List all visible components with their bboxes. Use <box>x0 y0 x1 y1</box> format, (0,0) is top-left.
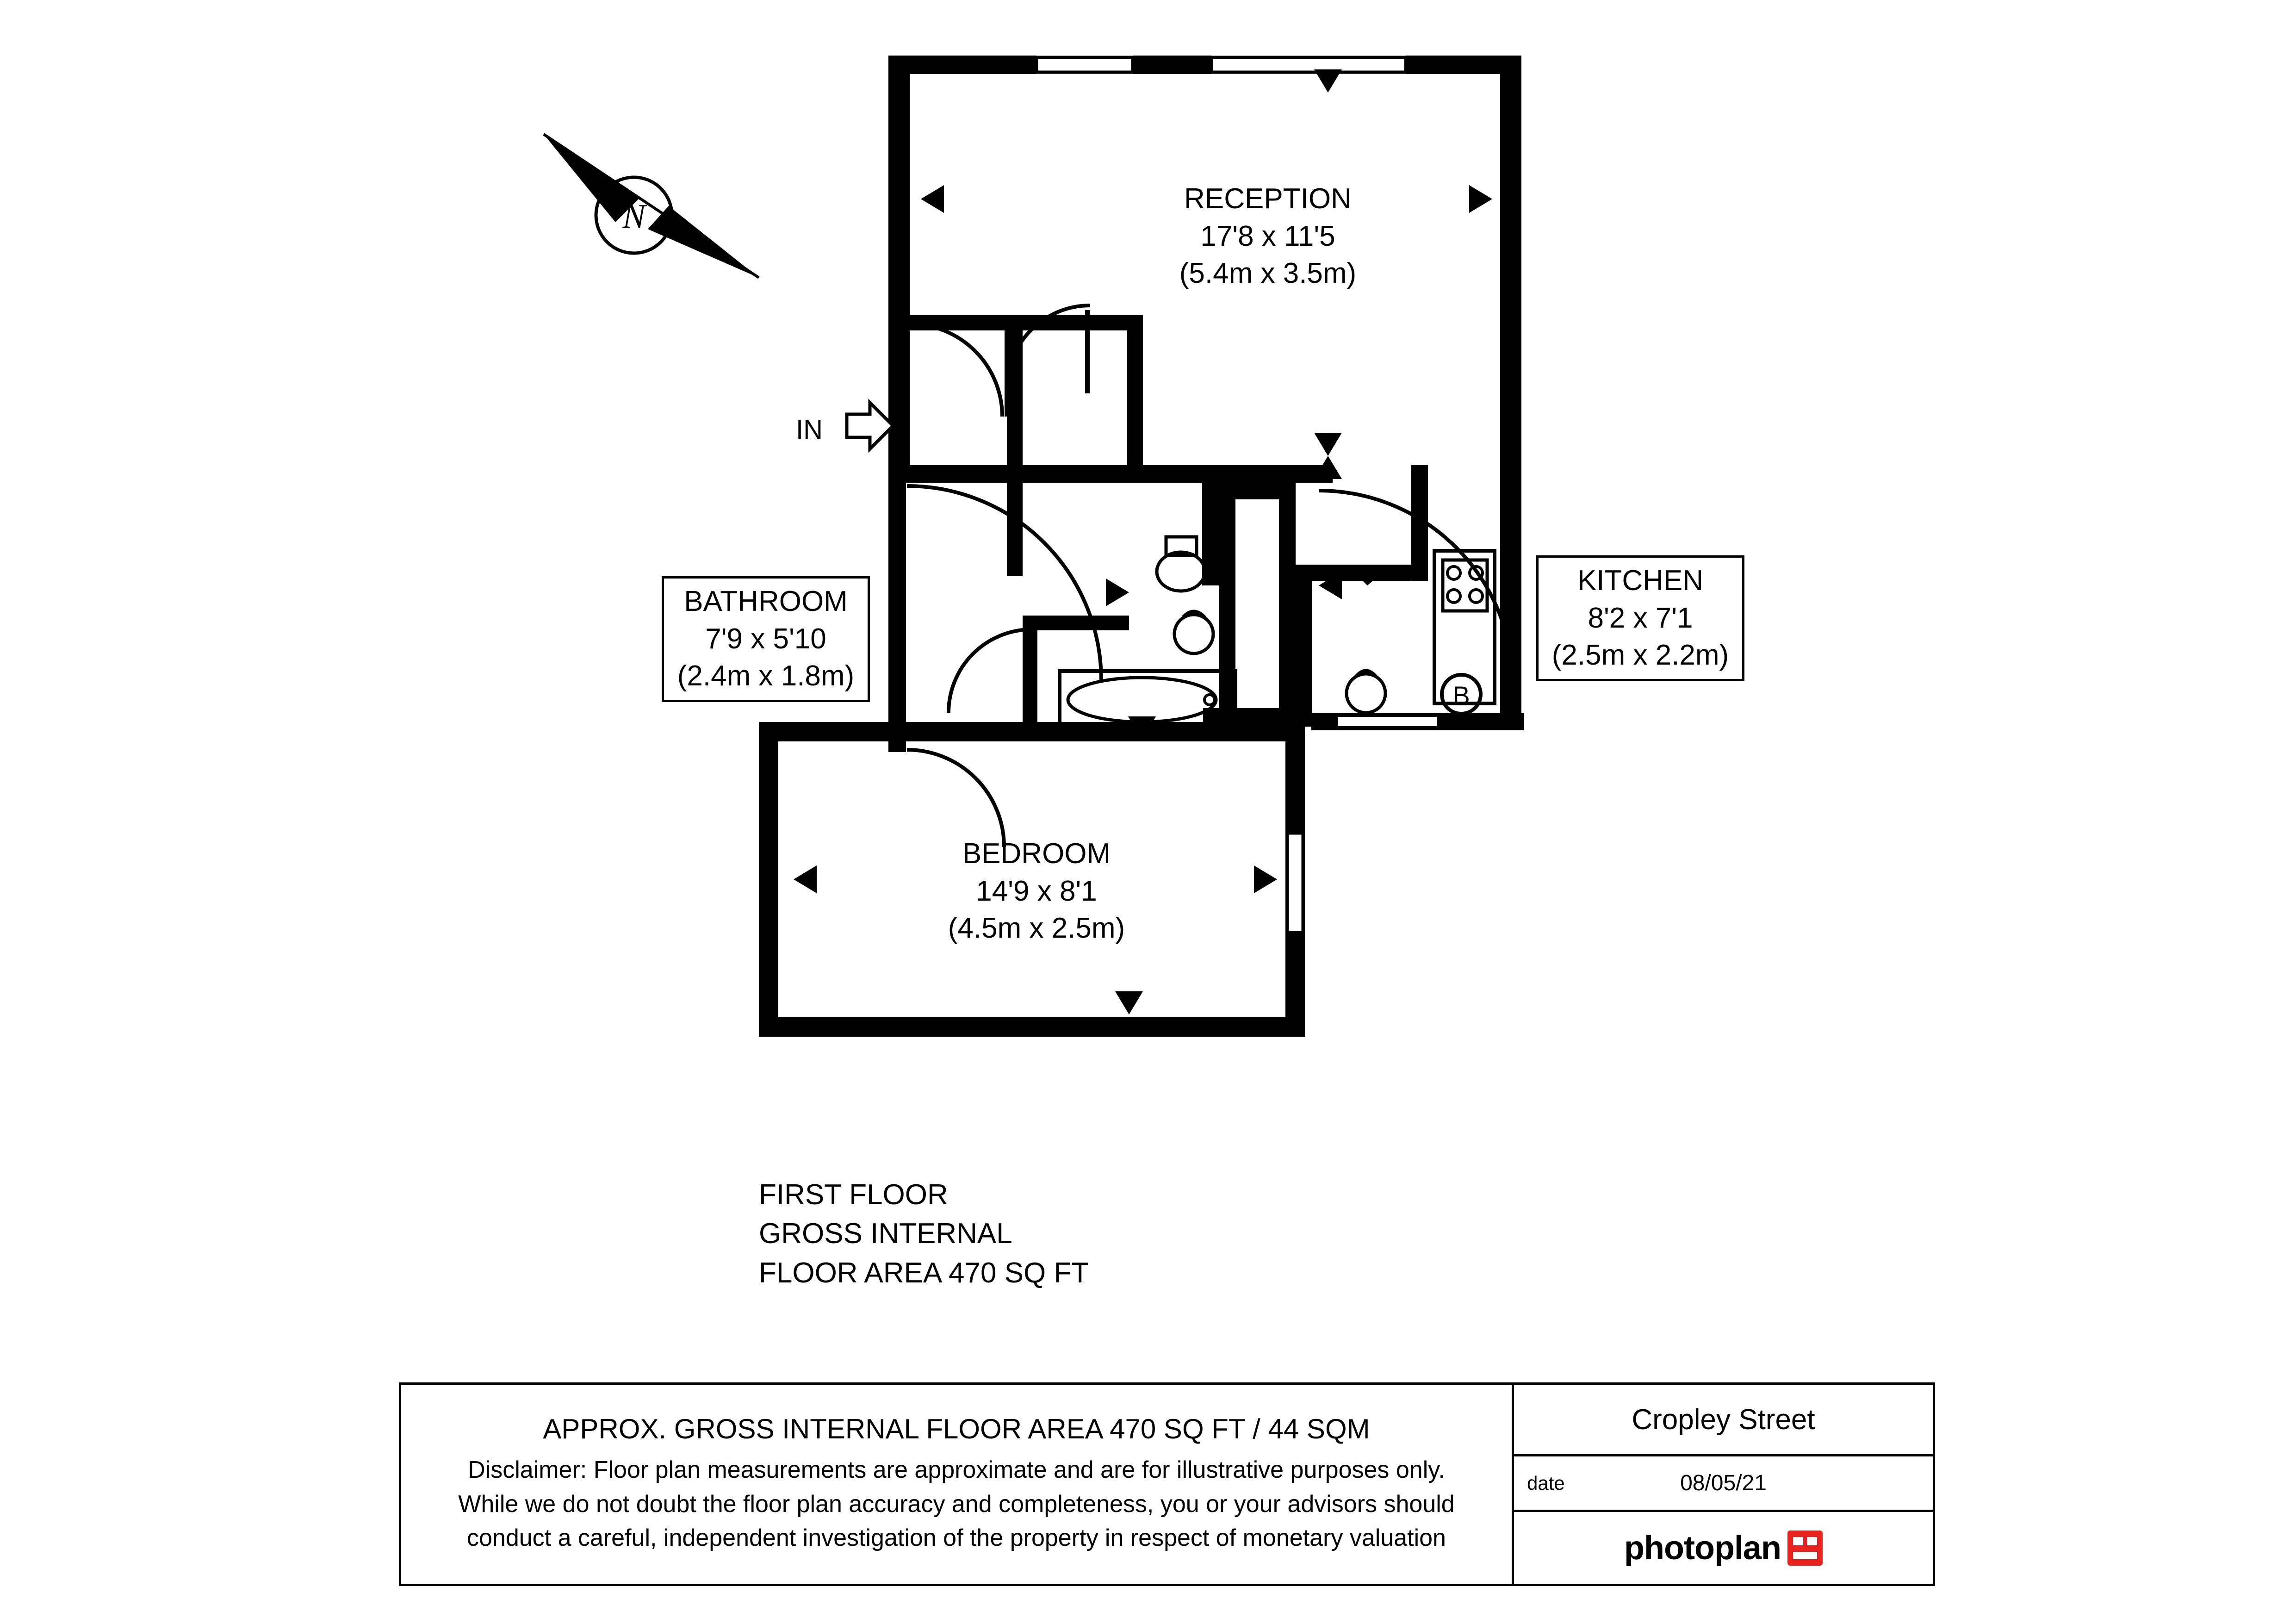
room-label-bedroom <box>884 835 1189 947</box>
room-label-kitchen <box>1536 555 1744 681</box>
room-imperial-bedroom: 14'9 x 8'1 <box>976 875 1097 907</box>
info-right-panel <box>1514 1385 1933 1584</box>
floor-summary-line-1: FIRST FLOOR <box>759 1179 948 1211</box>
room-label-reception <box>1078 180 1458 292</box>
room-imperial-reception: 17'8 x 11'5 <box>1200 220 1335 252</box>
room-metric-bedroom: (4.5m x 2.5m) <box>948 912 1125 945</box>
floor-summary-line-2: GROSS INTERNAL <box>759 1218 1012 1250</box>
date-label: date <box>1527 1472 1565 1494</box>
brand-name: photoplan <box>1624 1529 1781 1567</box>
entrance-label: IN <box>796 415 823 445</box>
disclaimer-line-3: conduct a careful, independent investigation of the property in respect of monetary valuation <box>467 1524 1446 1552</box>
kitchen-walls <box>1296 465 1524 730</box>
room-label-bathroom <box>662 576 870 702</box>
svg-text:N: N <box>622 198 645 236</box>
room-imperial-kitchen: 8'2 x 7'1 <box>1588 602 1693 634</box>
date-value: 08/05/21 <box>1680 1471 1767 1495</box>
photoplan-mark-icon <box>1787 1531 1823 1566</box>
room-metric-bathroom: (2.4m x 1.8m) <box>677 660 855 692</box>
room-name-bedroom: BEDROOM <box>962 838 1111 870</box>
gross-area-text: APPROX. GROSS INTERNAL FLOOR AREA 470 SQ FT / 44 SQM <box>543 1413 1370 1444</box>
compass-icon <box>544 134 759 278</box>
room-metric-reception: (5.4m x 3.5m) <box>1179 257 1357 290</box>
property-address: Cropley Street <box>1514 1385 1933 1456</box>
room-name-kitchen: KITCHEN <box>1577 565 1704 597</box>
date-row <box>1514 1456 1933 1512</box>
room-metric-kitchen: (2.5m x 2.2m) <box>1551 639 1729 672</box>
info-left-panel <box>401 1385 1514 1584</box>
disclaimer-line-2: While we do not doubt the floor plan accuracy and completeness, you or your advisors should <box>458 1490 1455 1518</box>
boiler-label: B <box>1452 681 1470 710</box>
entrance-arrow-icon <box>847 403 893 449</box>
hall-walls <box>888 315 1333 752</box>
floor-summary <box>759 1176 1089 1293</box>
info-block <box>399 1382 1935 1586</box>
room-name-bathroom: BATHROOM <box>684 585 848 617</box>
room-imperial-bathroom: 7'9 x 5'10 <box>705 622 826 655</box>
floor-summary-line-3: FLOOR AREA 470 SQ FT <box>759 1257 1089 1289</box>
brand-logo <box>1514 1512 1933 1584</box>
room-name-reception: RECEPTION <box>1184 183 1352 215</box>
disclaimer-line-1: Disclaimer: Floor plan measurements are approximate and are for illustrative purposes only. <box>468 1456 1445 1483</box>
